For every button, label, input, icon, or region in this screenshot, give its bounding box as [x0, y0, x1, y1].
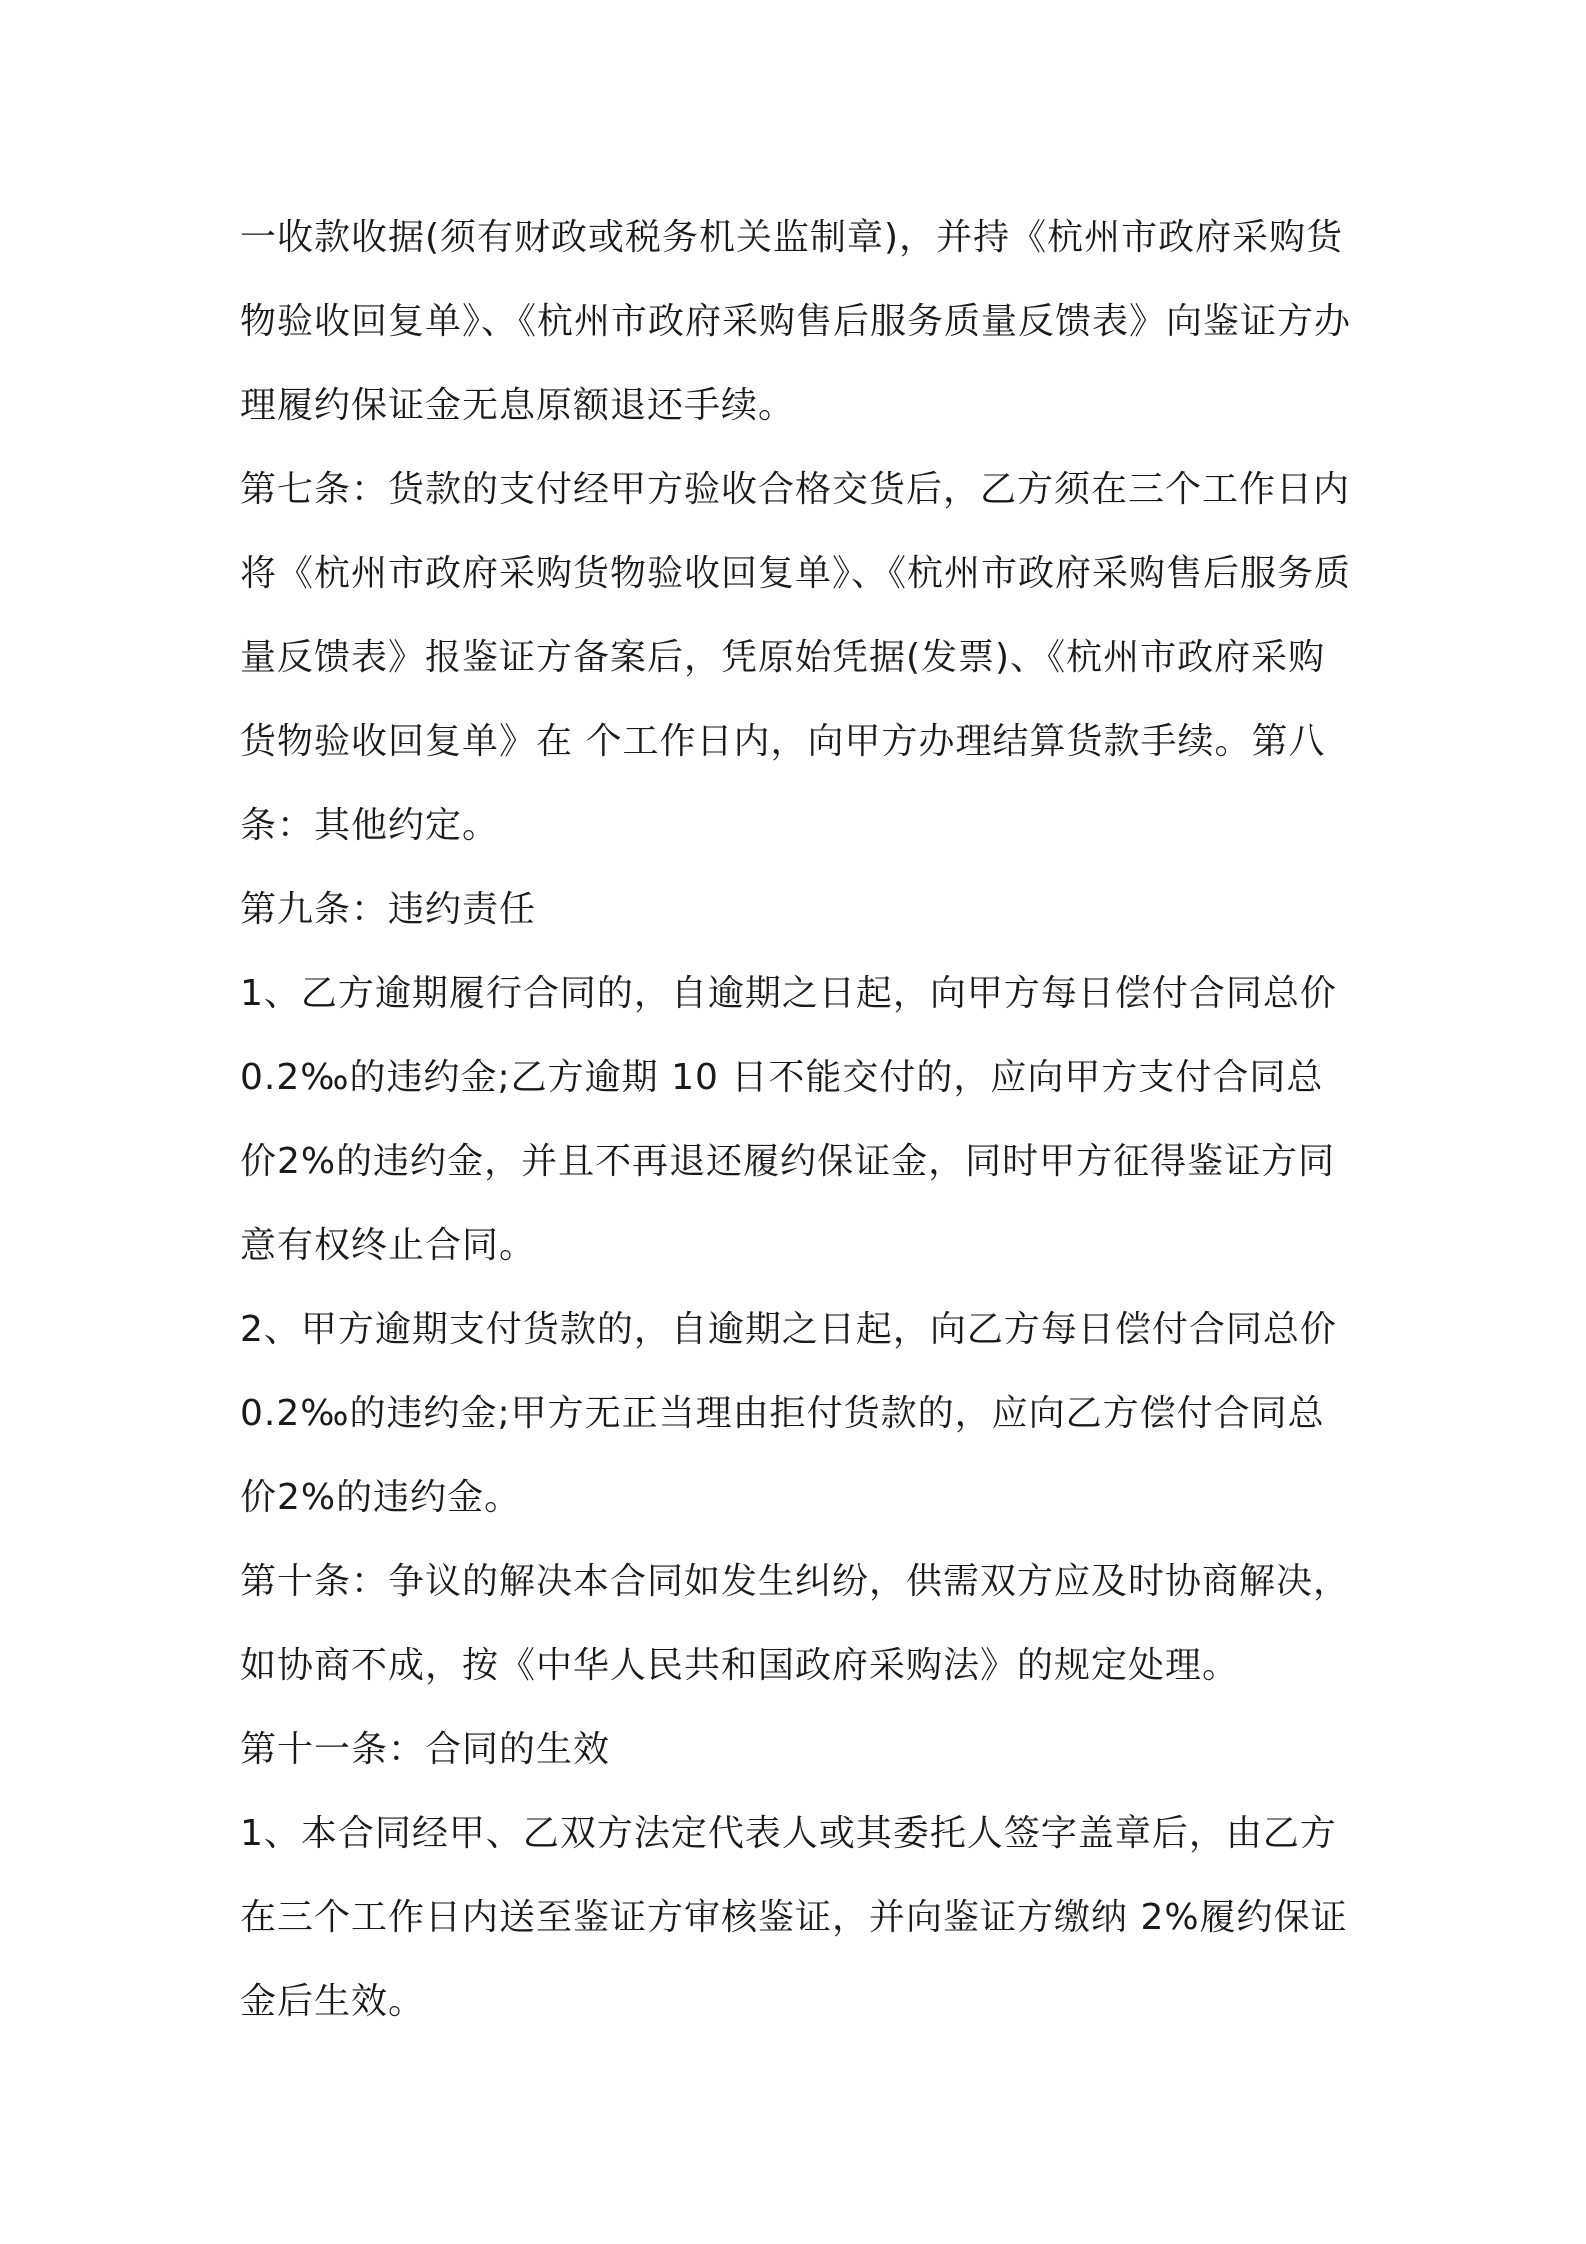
- heading-article-9: 第九条：违约责任: [240, 889, 537, 930]
- paragraph-article-11-item-1: 1、本合同经甲、乙双方法定代表人或其委托人签字盖章后，由乙方在三个工作日内送至鉴证方审核鉴证，并向鉴证方缴纳 2%履约保证金后生效。: [240, 1813, 1348, 2022]
- paragraph-article-9-item-2: 2、甲方逾期支付货款的，自逾期之日起，向乙方每日偿付合同总价0.2‰的违约金;甲方无正当理由拒付货款的，应向乙方偿付合同总价2%的违约金。: [240, 1309, 1337, 1518]
- paragraph-refund-procedure: 一收款收据(须有财政或税务机关监制章)，并持《杭州市政府采购货物验收回复单》、《杭州市政府采购售后服务质量反馈表》向鉴证方办理履约保证金无息原额退还手续。: [240, 217, 1352, 426]
- paragraph-article-10: 第十条：争议的解决本合同如发生纠纷，供需双方应及时协商解决，如协商不成，按《中华人民共和国政府采购法》的规定处理。: [240, 1561, 1351, 1686]
- heading-article-11: 第十一条：合同的生效: [240, 1729, 611, 1770]
- paragraph-article-9-item-1: 1、乙方逾期履行合同的，自逾期之日起，向甲方每日偿付合同总价0.2‰的违约金;乙方逾期 10 日不能交付的，应向甲方支付合同总价2%的违约金，并且不再退还履约保证金，同时甲方征得鉴证方同意有权终止合同。: [240, 973, 1337, 1266]
- paragraph-article-7-and-8: 第七条：货款的支付经甲方验收合格交货后，乙方须在三个工作日内将《杭州市政府采购货物验收回复单》、《杭州市政府采购售后服务质量反馈表》报鉴证方备案后，凭原始凭据(发票)、《杭州市政府采购货物验收回复单》在 个工作日内，向甲方办理结算货款手续。第八条：其他约定。: [240, 469, 1352, 846]
- document-body: [240, 196, 1360, 2044]
